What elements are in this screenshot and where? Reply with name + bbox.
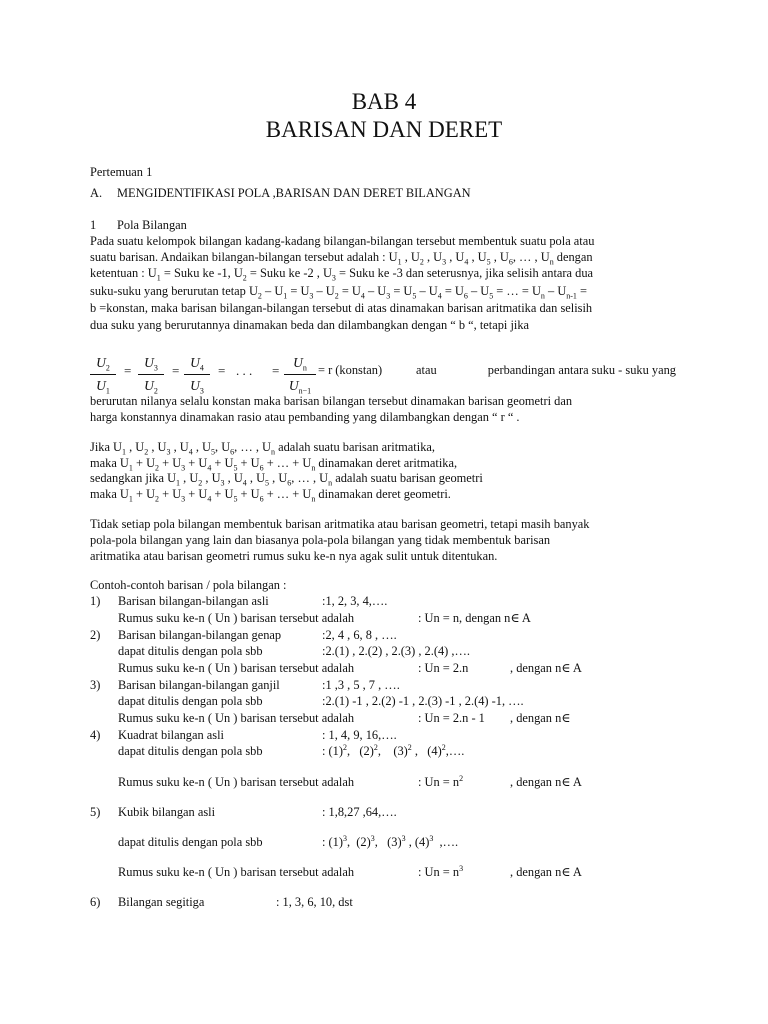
formula-label: Rumus suku ke-n ( Un ) barisan tersebut adalah: [118, 775, 355, 789]
item-name: Barisan bilangan-bilangan genap: [118, 628, 282, 642]
item-sequence: : 1,8,27 ,64,….: [322, 805, 397, 819]
para4-line2: pola-pola bilangan yang lain dan biasanya pola-pola bilangan yang tidak membentuk barisan: [90, 533, 551, 547]
formula-domain: , dengan n∈ A: [510, 661, 582, 675]
formula-label: Rumus suku ke-n ( Un ) barisan tersebut adalah: [118, 611, 355, 625]
item-number: 4): [90, 728, 101, 742]
chapter-title: BARISAN DAN DERET: [265, 117, 503, 142]
pattern: : $(1)^3$, $(2)^3$, $(3)^3$ , $(4)^3$ ,….: [322, 833, 459, 849]
ratio-result: = r (konstan): [318, 363, 383, 377]
pattern-label: dapat ditulis dengan pola sbb: [118, 744, 263, 758]
pattern: :2.(1) -1 , 2.(2) -1 , 2.(3) -1 , 2.(4) -1, ….: [322, 694, 524, 708]
formula-label: Rumus suku ke-n ( Un ) barisan tersebut adalah: [118, 865, 355, 879]
para3-line3: sedangkan jika $U_1$ , $U_2$ , $U_3$ , $U_4$ , $U_5$ , $U_6$, … , $U_n$ adalah suatu barisan geometri: [90, 471, 483, 488]
para1-line1: Pada suatu kelompok bilangan kadang-kadang bilangan-bilangan tersebut membentuk suatu pola atau: [90, 234, 595, 248]
formula-domain: , dengan n∈ A: [510, 865, 582, 879]
formula: : $Un = n^3$: [418, 863, 464, 879]
para1-line4: suku-suku yang berurutan tetap $U_2 - U_1 = U_3 - U_2 = U_4 - U_3 = U_5 - U_4 = U_6 - U_5$ = … = $U_n - U_{n-1}$ =: [90, 284, 588, 301]
fraction-un-un1: $U_n$ $U_{n-1}$: [284, 355, 316, 393]
pattern: : $(1)^2$, $(2)^2$, $(3)^2$ , $(4)^2,\dots$.: [322, 742, 465, 758]
para1-line6: dua suku yang berurutannya dinamakan beda dan dilambangkan dengan “ b “, tetapi jika: [90, 318, 530, 332]
pattern-label: dapat ditulis dengan pola sbb: [118, 694, 263, 708]
item-sequence: : 1, 3, 6, 10, dst: [276, 895, 353, 909]
para1-line5: b =konstan, maka barisan bilangan-bilangan tersebut di atas dinamakan barisan aritmatika dan selisih: [90, 301, 593, 315]
fraction-u2-u1: $U_2$ $U_1$: [90, 355, 116, 393]
item-number: 2): [90, 628, 101, 642]
section-title: MENGIDENTIFIKASI POLA ,BARISAN DAN DERET BILANGAN: [117, 186, 471, 200]
subsection-number: 1: [90, 218, 97, 232]
subsection-title: Pola Bilangan: [117, 218, 187, 232]
pattern-label: dapat ditulis dengan pola sbb: [118, 835, 263, 849]
para3-line4: maka $U_1 + U_2 + U_3 + U_4 + U_5 + U_6$ + … + $U_n$ dinamakan deret geometri.: [90, 487, 451, 504]
para1-line3: ketentuan : $U_1$ = Suku ke -1, $U_2$ = Suku ke -2 , $U_3$ = Suku ke -3 dan seterusnya, jika selisih antara dua: [90, 266, 594, 283]
formula-label: Rumus suku ke-n ( Un ) barisan tersebut adalah: [118, 661, 355, 675]
item-name: Bilangan segitiga: [118, 895, 205, 909]
pattern: :2.(1) , 2.(2) , 2.(3) , 2.(4) ,….: [322, 644, 470, 658]
item-sequence: : 1, 4, 9, 16,….: [322, 728, 397, 742]
item-number: 6): [90, 895, 101, 909]
meeting-label: Pertemuan 1: [90, 165, 153, 179]
equals-sign: =: [172, 363, 180, 378]
formula-domain: , dengan n∈: [510, 711, 571, 725]
item-name: Kubik bilangan asli: [118, 805, 216, 819]
examples-heading: Contoh-contoh barisan / pola bilangan :: [90, 578, 287, 592]
equals-sign: =: [218, 363, 226, 378]
para3-line2: maka $U_1 + U_2 + U_3 + U_4 + U_5 + U_6$ + … + $U_n$ dinamakan deret aritmatika,: [90, 456, 458, 473]
pattern-label: dapat ditulis dengan pola sbb: [118, 644, 263, 658]
para1-line2: suatu barisan. Andaikan bilangan-bilangan tersebut adalah : $U_1$ , $U_2$ , $U_3$ , $U_4$ , $U_5$ , $U_6$, … , $U_n$ dengan: [90, 250, 593, 267]
item-name: Barisan bilangan-bilangan asli: [118, 594, 269, 608]
equals-sign: =: [272, 363, 280, 378]
chapter-number: BAB 4: [351, 89, 417, 114]
para2-line1: berurutan nilanya selalu konstan maka barisan bilangan tersebut dinamakan barisan geometri dan: [90, 394, 573, 408]
equals-sign: =: [124, 363, 132, 378]
formula-label: Rumus suku ke-n ( Un ) barisan tersebut adalah: [118, 711, 355, 725]
formula: : Un = n, dengan n∈ A: [418, 611, 531, 625]
item-number: 5): [90, 805, 101, 819]
item-name: Barisan bilangan-bilangan ganjil: [118, 678, 280, 692]
ratio-tail: perbandingan antara suku - suku yang: [487, 363, 676, 377]
item-name: Kuadrat bilangan asli: [118, 728, 224, 742]
fraction-u4-u3: $U_4$ $U_3$: [184, 355, 210, 393]
item-sequence: :1, 2, 3, 4,….: [322, 594, 388, 608]
item-number: 3): [90, 678, 101, 692]
para2-line2: harga konstannya dinamakan rasio atau pembanding yang dilambangkan dengan “ r “ .: [90, 410, 520, 424]
item-sequence: :1 ,3 , 5 , 7 , ….: [322, 678, 400, 692]
formula: : Un = 2.n - 1: [418, 711, 485, 725]
ratio-atau: atau: [416, 363, 437, 377]
formula-domain: , dengan n∈ A: [510, 775, 582, 789]
fraction-u3-u2: $U_3$ $U_2$: [138, 355, 164, 393]
para3-line1: Jika $U_1$ , $U_2$ , $U_3$ , $U_4$ , $U_5$, $U_6$, … , $U_n$ adalah suatu barisan aritmatika,: [90, 440, 435, 457]
para4-line3: aritmatika atau barisan geometri rumus suku ke-n nya agak sulit untuk ditentukan.: [90, 549, 498, 563]
item-sequence: :2, 4 , 6, 8 , ….: [322, 628, 397, 642]
ellipsis: . . .: [236, 363, 253, 378]
item-number: 1): [90, 594, 101, 608]
formula: : $Un = n^2$: [418, 773, 464, 789]
formula: : Un = 2.n: [418, 661, 469, 675]
para4-line1: Tidak setiap pola bilangan membentuk barisan aritmatika atau barisan geometri, tetapi masih banyak: [90, 517, 590, 531]
section-letter: A.: [90, 186, 103, 200]
